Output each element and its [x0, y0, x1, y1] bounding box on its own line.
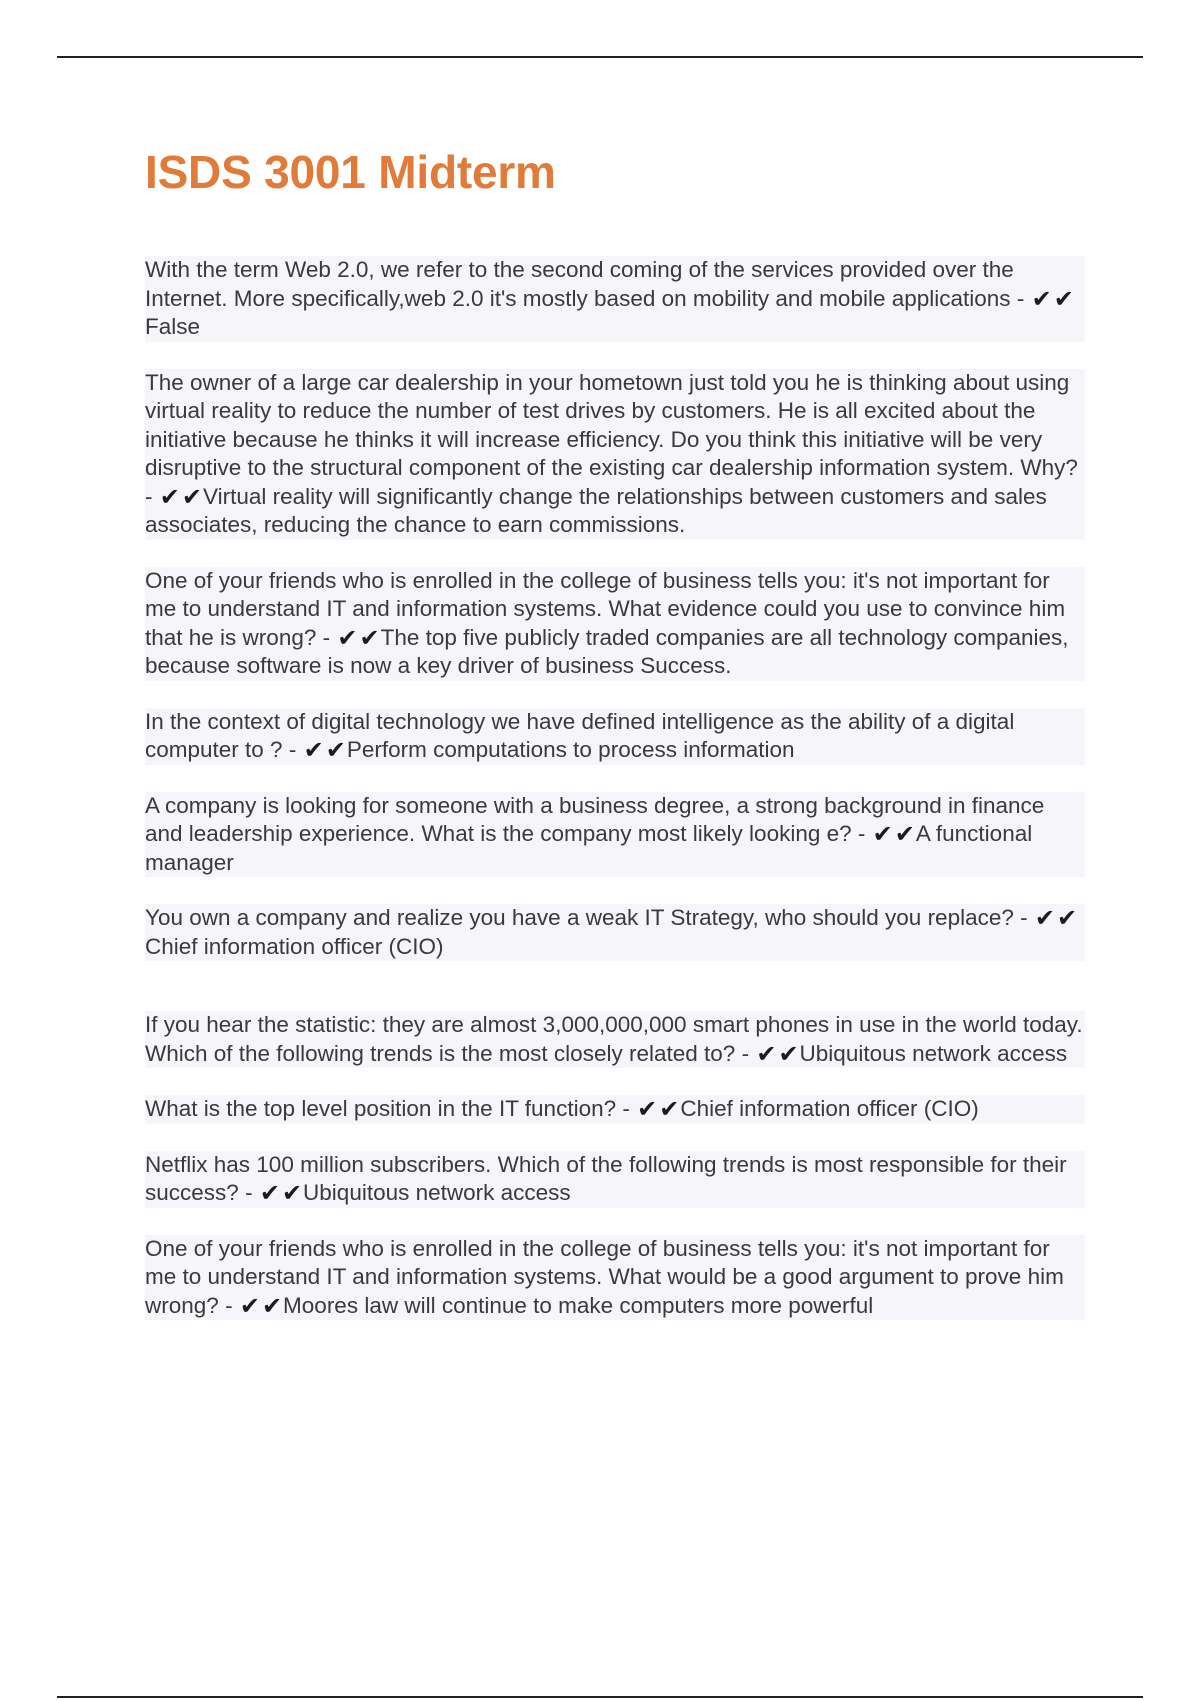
document-title: ISDS 3001 Midterm: [145, 146, 556, 198]
separator: -: [322, 624, 331, 650]
answer-text: Perform computations to process information: [346, 737, 795, 762]
checkmark-icon: ✔: [778, 1039, 799, 1068]
question-text: If you hear the statistic: they are almost 3,000,000,000 smart phones in use in the world today. Which of the following trends is the most closely related to?: [145, 1012, 1083, 1066]
answer-text: Virtual reality will significantly change the relationships between customers and sales associates, reducing the chance to earn commissions.: [145, 483, 1047, 537]
qa-item: [145, 904, 1085, 961]
checkmark-icon: ✔: [1034, 904, 1056, 932]
checkmark-icon: ✔: [303, 736, 324, 764]
qa-item: [145, 567, 1085, 681]
checkmark-icon: ✔: [872, 820, 893, 848]
answer-text: Chief information officer (CIO): [680, 1096, 979, 1121]
checkmark-icon: ✔: [281, 1179, 303, 1207]
qa-item: [145, 256, 1085, 342]
checkmark-icon: ✔: [756, 1039, 777, 1068]
question-text: One of your friends who is enrolled in the college of business tells you: it's not important for me to understand IT and information systems. What would be a good argument to prove him wrong?: [145, 1235, 1064, 1318]
separator: -: [225, 1292, 233, 1318]
separator: -: [857, 821, 866, 846]
question-text: With the term Web 2.0, we refer to the second coming of the services provided over the Internet. More specifically,web 2.0 it's mostly based on mobility and mobile applications: [145, 257, 1014, 311]
checkmark-icon: ✔: [159, 482, 180, 511]
answer-text: False: [145, 314, 201, 339]
separator: -: [288, 737, 297, 762]
question-text: One of your friends who is enrolled in the college of business tells you: it's not important for me to understand IT and information systems. What evidence could you use to convince him that he is wrong?: [145, 567, 1066, 650]
checkmark-icon: ✔: [181, 482, 202, 511]
answer-text: A functional manager: [145, 821, 1033, 875]
answer-text: Ubiquitous network access: [799, 1040, 1068, 1066]
separator: -: [1020, 905, 1028, 930]
qa-item: [145, 792, 1085, 878]
question-text: A company is looking for someone with a business degree, a strong background in finance and leadership experience. What is the company most likely looking e?: [145, 792, 1045, 846]
qa-item: [145, 1011, 1085, 1068]
separator: -: [622, 1096, 630, 1121]
document-body: [145, 140, 1085, 1347]
answer-text: Ubiquitous network access: [303, 1180, 571, 1205]
qa-item: [145, 1235, 1085, 1321]
qa-item: [145, 1151, 1085, 1208]
separator: -: [245, 1180, 253, 1205]
checkmark-icon: ✔: [325, 736, 346, 764]
answer-text: Moores law will continue to make computers more powerful: [283, 1292, 874, 1318]
question-text: Netflix has 100 million subscribers. Which of the following trends is most responsible for their success?: [145, 1151, 1067, 1205]
checkmark-icon: ✔: [1053, 284, 1074, 313]
question-text: In the context of digital technology we have defined intelligence as the ability of a digital computer to ?: [145, 708, 1015, 762]
checkmark-icon: ✔: [337, 623, 358, 652]
checkmark-icon: ✔: [1031, 284, 1052, 313]
separator: -: [145, 483, 153, 509]
checkmark-icon: ✔: [259, 1179, 280, 1207]
checkmark-icon: ✔: [1057, 904, 1078, 932]
checkmark-icon: ✔: [261, 1291, 283, 1320]
qa-item: [145, 369, 1085, 540]
answer-text: The top five publicly traded companies are all technology companies, because software is now a key driver of business Success.: [145, 624, 1069, 678]
question-text: You own a company and realize you have a weak IT Strategy, who should you replace?: [145, 905, 1014, 930]
question-text: What is the top level position in the IT function?: [145, 1096, 617, 1121]
answer-text: Chief information officer (CIO): [145, 933, 444, 959]
question-text: The owner of a large car dealership in your hometown just told you he is thinking about using virtual reality to reduce the number of test drives by customers. He is all excited about the initiative because he thinks it will increase efficiency. Do you think this initiative will be very disruptive to the structural component of the existing car dealership information system. Why?: [145, 369, 1078, 480]
checkmark-icon: ✔: [239, 1291, 260, 1320]
checkmark-icon: ✔: [359, 623, 380, 652]
checkmark-icon: ✔: [659, 1095, 680, 1123]
checkmark-icon: ✔: [637, 1095, 658, 1123]
top-divider: [57, 56, 1143, 58]
checkmark-icon: ✔: [894, 820, 915, 848]
bottom-divider: [57, 1696, 1143, 1698]
qa-item: [145, 708, 1085, 765]
separator: -: [1016, 285, 1025, 311]
qa-item: [145, 1095, 1085, 1124]
separator: -: [741, 1040, 750, 1066]
